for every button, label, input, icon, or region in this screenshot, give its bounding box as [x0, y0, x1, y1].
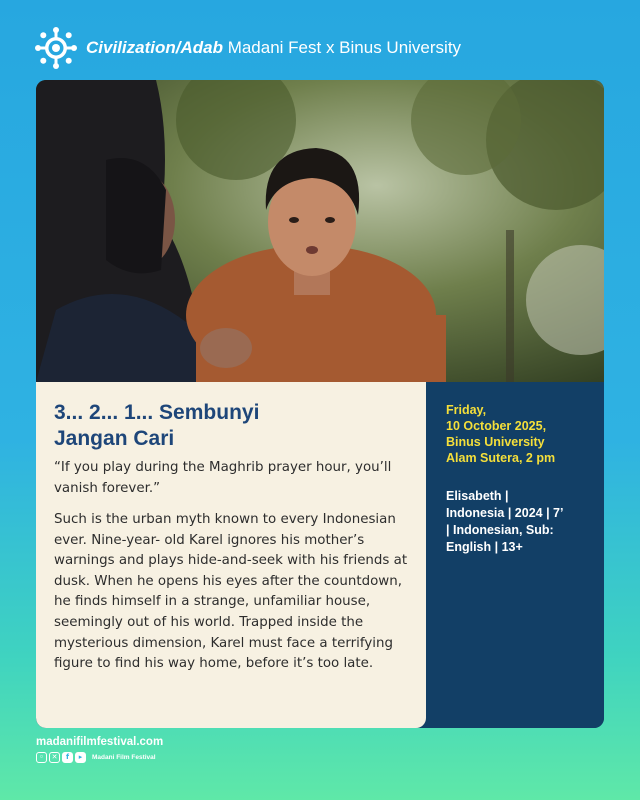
credits-line-3: | Indonesian, Sub:: [446, 523, 554, 537]
screening-location-time: Alam Sutera, 2 pm: [446, 451, 556, 465]
credits-line-2: Indonesia | 2024 | 7’: [446, 506, 564, 520]
footer: [36, 736, 163, 763]
film-tagline-quote: “If you play during the Maghrib prayer hour, you’ll vanish forever.”: [54, 460, 392, 496]
film-card: [36, 80, 604, 728]
instagram-icon[interactable]: ◦: [36, 752, 47, 763]
screening-date: 10 October 2025,: [446, 419, 547, 433]
film-credits: [446, 488, 596, 556]
festival-title: [86, 38, 461, 58]
facebook-icon[interactable]: f: [62, 752, 73, 763]
screening-venue: Binus University: [446, 435, 545, 449]
film-title: [54, 400, 259, 452]
credits-line-4: English | 13+: [446, 540, 523, 554]
header: [34, 22, 461, 74]
film-title-line-2: Jangan Cari: [54, 427, 175, 450]
social-links: [36, 752, 163, 763]
synopsis-panel: [36, 382, 426, 728]
screening-info-panel: [426, 382, 604, 728]
social-handle: Madani Film Festival: [92, 754, 156, 761]
film-still-image: [36, 80, 604, 382]
film-synopsis: Such is the urban myth known to every Indonesian ever. Nine-year- old Karel ignores his mother’s warnings and plays hide-and-seek with his friends at dusk. When he opens his eyes after the countdown, he finds himself in a strange, unfamiliar house, seemingly out of his world. Trapped inside the mysterious dimension, Karel must face a terrifying figure to find his way home, before it’s too late.: [54, 512, 408, 672]
brand-subtitle: Madani Fest x Binus University: [222, 38, 462, 57]
website-link[interactable]: madanifilmfestival.com: [36, 736, 164, 748]
screening-schedule: [446, 402, 596, 466]
brand-name: Civilization/Adab: [86, 38, 223, 57]
x-icon[interactable]: ✕: [49, 752, 60, 763]
film-title-line-1: 3... 2... 1... Sembunyi: [54, 401, 260, 424]
credits-line-1: Elisabeth |: [446, 489, 509, 503]
madani-logo-icon: [34, 26, 78, 70]
screening-day: Friday,: [446, 403, 487, 417]
youtube-icon[interactable]: ▸: [75, 752, 86, 763]
